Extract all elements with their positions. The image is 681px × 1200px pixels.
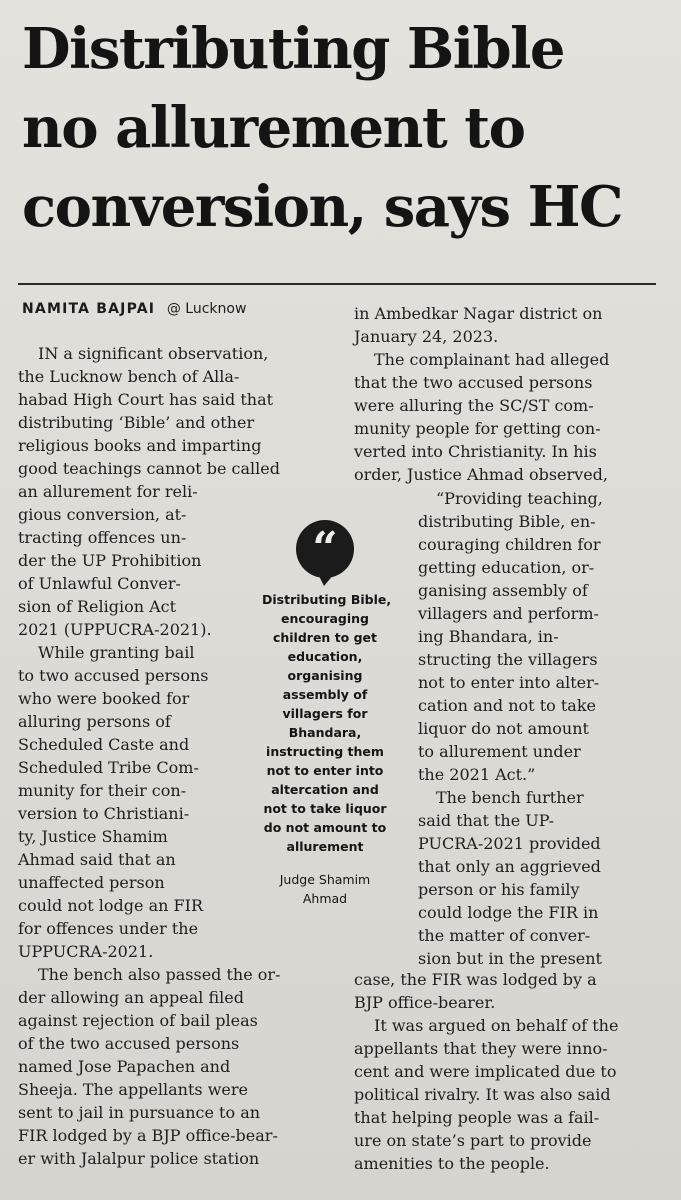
text-line: to two accused persons	[18, 666, 209, 685]
text-line: villagers and perform-	[418, 604, 599, 623]
text-line: an allurement for reli-	[18, 482, 198, 501]
byline	[22, 301, 246, 317]
text-line: that the two accused persons	[354, 373, 593, 392]
article-column-2-top	[354, 302, 670, 486]
text-line: getting education, or-	[418, 558, 595, 577]
text-line: The bench also passed the or-	[38, 965, 281, 984]
headline	[22, 10, 672, 247]
text-line: distributing Bible, en-	[418, 512, 596, 531]
article-column-1-top	[18, 342, 336, 480]
text-line: gious conversion, at-	[18, 505, 187, 524]
text-line: liquor do not amount	[418, 719, 589, 738]
pull-quote-line: altercation and	[271, 782, 379, 797]
text-line: said that the UP-	[418, 811, 555, 830]
text-line: er with Jalalpur police station	[18, 1149, 260, 1168]
text-line: cation and not to take	[418, 696, 596, 715]
text-line: habad High Court has said that	[18, 390, 274, 409]
text-line: 2021 (UPPUCRA-2021).	[18, 620, 212, 639]
text-line: munity for their con-	[18, 781, 187, 800]
text-line: The bench further	[436, 788, 584, 807]
attribution-line: Judge Shamim	[279, 872, 371, 887]
article-column-2-middle	[418, 487, 664, 970]
text-line: could lodge the FIR in	[418, 903, 599, 922]
text-line: amenities to the people.	[354, 1154, 550, 1173]
pull-quote-line: not to take liquor	[263, 801, 387, 816]
text-line: Ahmad said that an	[18, 850, 176, 869]
text-line: good teachings cannot be called	[18, 459, 280, 478]
text-line: case, the FIR was lodged by a	[354, 970, 597, 989]
text-line: sion of Religion Act	[18, 597, 177, 616]
headline-line-2: no allurement to	[22, 95, 525, 161]
text-line: While granting bail	[38, 643, 195, 662]
text-line: that only an aggrieved	[418, 857, 601, 876]
text-line: distributing ‘Bible’ and other	[18, 413, 255, 432]
text-line: ty, Justice Shamim	[18, 827, 168, 846]
pull-quote-text	[262, 590, 392, 856]
quote-icon: “	[296, 520, 354, 578]
headline-rule	[18, 283, 656, 285]
text-line: ure on state’s part to provide	[354, 1131, 592, 1150]
text-line: sent to jail in pursuance to an	[18, 1103, 261, 1122]
pull-quote-line: not to enter into	[266, 763, 384, 778]
text-line: tracting offences un-	[18, 528, 187, 547]
attribution-line: Ahmad	[302, 891, 348, 906]
text-line: were alluring the SC/ST com-	[354, 396, 594, 415]
text-line: that helping people was a fail-	[354, 1108, 600, 1127]
text-line: who were booked for	[18, 689, 190, 708]
text-line: der the UP Prohibition	[18, 551, 202, 570]
text-line: ganising assembly of	[418, 581, 588, 600]
text-line: Sheeja. The appellants were	[18, 1080, 248, 1099]
text-line: sion but in the present	[418, 949, 602, 968]
pull-quote-line: encouraging	[281, 611, 369, 626]
pull-quote-line: children to get	[272, 630, 378, 645]
text-line: in Ambedkar Nagar district on	[354, 304, 603, 323]
pull-quote-line: Distributing Bible,	[262, 592, 392, 607]
text-line: cent and were implicated due to	[354, 1062, 617, 1081]
text-line: the Lucknow bench of Alla-	[18, 367, 240, 386]
text-line: the matter of conver-	[418, 926, 591, 945]
text-line: not to enter into alter-	[418, 673, 600, 692]
text-line: unaffected person	[18, 873, 165, 892]
article-column-2-bottom	[354, 968, 670, 1175]
pull-quote-line: allurement	[286, 839, 364, 854]
text-line: political rivalry. It was also said	[354, 1085, 611, 1104]
text-line: Scheduled Caste and	[18, 735, 190, 754]
pull-quote-line: do not amount to	[263, 820, 387, 835]
text-line: BJP office-bearer.	[354, 993, 496, 1012]
text-line: against rejection of bail pleas	[18, 1011, 258, 1030]
text-line: for offences under the	[18, 919, 199, 938]
pull-quote-line: assembly of	[282, 687, 368, 702]
text-line: of Unlawful Conver-	[18, 574, 181, 593]
byline-location: @ Lucknow	[166, 301, 247, 317]
pull-quote	[262, 520, 392, 908]
pull-quote-line: villagers for	[282, 706, 368, 721]
text-line: UPPUCRA-2021.	[18, 942, 154, 961]
text-line: The complainant had alleged	[374, 350, 610, 369]
text-line: verted into Christianity. In his	[354, 442, 597, 461]
text-line: religious books and imparting	[18, 436, 262, 455]
pull-quote-attribution	[262, 870, 388, 908]
text-line: of the two accused persons	[18, 1034, 240, 1053]
article-column-1-middle	[18, 480, 254, 963]
headline-line-1: Distributing Bible	[22, 16, 565, 82]
headline-line-3: conversion, says HC	[22, 174, 623, 240]
text-line: der allowing an appeal filed	[18, 988, 244, 1007]
pull-quote-line: instructing them	[266, 744, 384, 759]
pull-quote-line: education,	[287, 649, 363, 664]
text-line: the 2021 Act.”	[418, 765, 536, 784]
text-line: IN a significant observation,	[38, 344, 269, 363]
text-line: named Jose Papachen and	[18, 1057, 231, 1076]
text-line: order, Justice Ahmad observed,	[354, 465, 608, 484]
text-line: munity people for getting con-	[354, 419, 601, 438]
text-line: Scheduled Tribe Com-	[18, 758, 199, 777]
text-line: FIR lodged by a BJP office-bear-	[18, 1126, 278, 1145]
text-line: “Providing teaching,	[436, 489, 603, 508]
text-line: could not lodge an FIR	[18, 896, 203, 915]
text-line: alluring persons of	[18, 712, 171, 731]
pull-quote-line: organising	[287, 668, 363, 683]
text-line: couraging children for	[418, 535, 601, 554]
text-line: ing Bhandara, in-	[418, 627, 559, 646]
text-line: January 24, 2023.	[354, 327, 499, 346]
pull-quote-line: Bhandara,	[288, 725, 362, 740]
text-line: appellants that they were inno-	[354, 1039, 608, 1058]
text-line: structing the villagers	[418, 650, 598, 669]
text-line: to allurement under	[418, 742, 581, 761]
article-column-1-bottom	[18, 963, 338, 1170]
text-line: It was argued on behalf of the	[374, 1016, 619, 1035]
byline-author: NAMITA BAJPAI	[22, 301, 156, 317]
text-line: version to Christiani-	[18, 804, 190, 823]
text-line: PUCRA-2021 provided	[418, 834, 601, 853]
text-line: person or his family	[418, 880, 580, 899]
